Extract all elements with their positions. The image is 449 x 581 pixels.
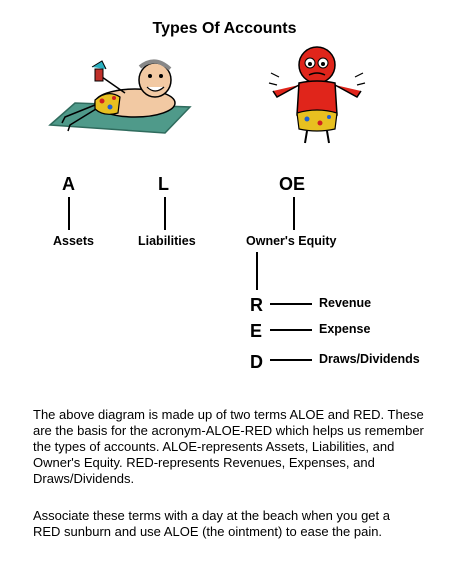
term-draws-dividends: Draws/Dividends [319, 352, 420, 366]
red-letter-d: D [250, 352, 263, 372]
red-letter-r: R [250, 295, 263, 315]
connector-draws [270, 359, 312, 361]
term-revenue: Revenue [319, 296, 372, 310]
connector-expense [270, 329, 312, 331]
paragraph-1: The above diagram is made up of two terms ALOE and RED. These are the basis for the acronym-ALOE-RED which helps us remember the types of accounts. ALOE-represents Assets, Liabilities, and Owner's Equity. RED-represents Revenues, Expenses, and Draws/Dividends. [33, 407, 424, 486]
term-expense: Expense [319, 322, 371, 336]
page-title: Types Of Accounts [152, 20, 297, 37]
mnemonic-paragraph [33, 508, 413, 540]
term-assets: Assets [53, 234, 94, 248]
aloe-letter-oe: OE [279, 174, 306, 194]
connector-l [164, 197, 166, 230]
term-owners-equity: Owner's Equity [246, 234, 337, 248]
sunburn-man-illustration [265, 45, 370, 145]
explanation-paragraph [33, 407, 433, 487]
connector-revenue [270, 303, 312, 305]
connector-red [256, 252, 258, 290]
connector-a [68, 197, 70, 230]
aloe-letter-l: L [158, 174, 169, 194]
red-letter-e: E [250, 321, 263, 341]
connector-oe [293, 197, 295, 230]
beach-man-illustration [40, 45, 200, 140]
aloe-letter-a: A [62, 174, 75, 194]
paragraph-2: Associate these terms with a day at the beach when you get a RED sunburn and use ALOE (the ointment) to ease the pain. [33, 508, 390, 539]
term-liabilities: Liabilities [138, 234, 196, 248]
